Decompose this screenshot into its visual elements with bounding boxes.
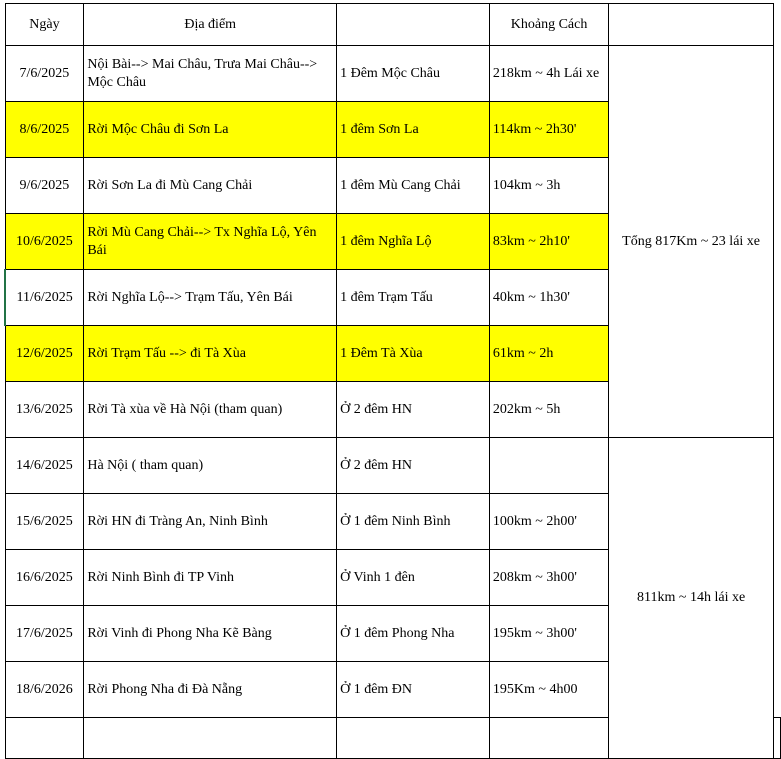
empty-cell[interactable] <box>5 718 84 759</box>
place-cell[interactable]: Hà Nội ( tham quan) <box>84 438 337 494</box>
empty-cell[interactable] <box>489 718 608 759</box>
total-cell-central[interactable]: 811km ~ 14h lái xe <box>609 438 774 759</box>
date-cell[interactable]: 9/6/2025 <box>5 158 84 214</box>
date-cell[interactable]: 8/6/2025 <box>5 102 84 158</box>
header-date[interactable]: Ngày <box>5 4 84 46</box>
stay-cell[interactable]: 1 đêm Nghĩa Lộ <box>337 214 490 270</box>
place-cell[interactable]: Rời Phong Nha đi Đà Nẵng <box>84 662 337 718</box>
place-cell[interactable]: Rời Mộc Châu đi Sơn La <box>84 102 337 158</box>
date-cell[interactable]: 15/6/2025 <box>5 494 84 550</box>
stay-cell[interactable]: Ở 2 đêm HN <box>337 382 490 438</box>
stay-cell[interactable]: Ở 2 đêm HN <box>337 438 490 494</box>
empty-cell[interactable] <box>774 718 781 759</box>
distance-cell[interactable]: 114km ~ 2h30' <box>489 102 608 158</box>
total-cell-north[interactable]: Tổng 817Km ~ 23 lái xe <box>609 46 774 438</box>
date-cell[interactable]: 18/6/2026 <box>5 662 84 718</box>
distance-cell[interactable]: 104km ~ 3h <box>489 158 608 214</box>
distance-cell[interactable]: 208km ~ 3h00' <box>489 550 608 606</box>
date-cell[interactable]: 7/6/2025 <box>5 46 84 102</box>
place-cell[interactable]: Rời Tà xùa về Hà Nội (tham quan) <box>84 382 337 438</box>
stay-cell[interactable]: 1 đêm Mù Cang Chải <box>337 158 490 214</box>
distance-cell[interactable]: 40km ~ 1h30' <box>489 270 608 326</box>
place-cell[interactable]: Rời Nghĩa Lộ--> Trạm Tấu, Yên Bái <box>84 270 337 326</box>
stay-cell[interactable]: 1 Đêm Mộc Châu <box>337 46 490 102</box>
stay-cell[interactable]: Ở 1 đêm Ninh Bình <box>337 494 490 550</box>
distance-cell[interactable]: 195Km ~ 4h00 <box>489 662 608 718</box>
distance-cell[interactable]: 195km ~ 3h00' <box>489 606 608 662</box>
header-total[interactable] <box>609 4 774 46</box>
date-cell[interactable]: 13/6/2025 <box>5 382 84 438</box>
place-cell[interactable]: Rời HN đi Tràng An, Ninh Bình <box>84 494 337 550</box>
place-cell[interactable]: Rời Sơn La đi Mù Cang Chải <box>84 158 337 214</box>
place-cell[interactable]: Rời Trạm Tấu --> đi Tà Xùa <box>84 326 337 382</box>
place-cell[interactable]: Rời Vinh đi Phong Nha Kẽ Bàng <box>84 606 337 662</box>
date-cell[interactable]: 17/6/2025 <box>5 606 84 662</box>
header-row <box>5 4 781 46</box>
stay-cell[interactable]: 1 đêm Sơn La <box>337 102 490 158</box>
stay-cell[interactable]: 1 Đêm Tà Xùa <box>337 326 490 382</box>
place-cell[interactable]: Rời Mù Cang Chải--> Tx Nghĩa Lộ, Yên Bái <box>84 214 337 270</box>
distance-cell[interactable]: 218km ~ 4h Lái xe <box>489 46 608 102</box>
distance-cell[interactable]: 61km ~ 2h <box>489 326 608 382</box>
date-cell[interactable]: 11/6/2025 <box>5 270 84 326</box>
stay-cell[interactable]: Ở Vinh 1 đên <box>337 550 490 606</box>
table-row <box>5 438 781 494</box>
place-cell[interactable]: Rời Ninh Bình đi TP Vinh <box>84 550 337 606</box>
stay-cell[interactable]: Ở 1 đêm ĐN <box>337 662 490 718</box>
date-cell[interactable]: 12/6/2025 <box>5 326 84 382</box>
header-place[interactable]: Địa điểm <box>84 4 337 46</box>
date-cell[interactable]: 14/6/2025 <box>5 438 84 494</box>
stay-cell[interactable]: Ở 1 đêm Phong Nha <box>337 606 490 662</box>
stay-cell[interactable]: 1 đêm Trạm Tấu <box>337 270 490 326</box>
header-stay[interactable] <box>337 4 490 46</box>
header-distance[interactable]: Khoảng Cách <box>489 4 608 46</box>
table-row <box>5 46 781 102</box>
empty-cell[interactable] <box>84 718 337 759</box>
empty-cell[interactable] <box>337 718 490 759</box>
itinerary-table <box>4 3 781 759</box>
distance-cell[interactable] <box>489 438 608 494</box>
date-cell[interactable]: 16/6/2025 <box>5 550 84 606</box>
distance-cell[interactable]: 83km ~ 2h10' <box>489 214 608 270</box>
distance-cell[interactable]: 202km ~ 5h <box>489 382 608 438</box>
place-cell[interactable]: Nội Bài--> Mai Châu, Trưa Mai Châu--> Mộc Châu <box>84 46 337 102</box>
date-cell[interactable]: 10/6/2025 <box>5 214 84 270</box>
distance-cell[interactable]: 100km ~ 2h00' <box>489 494 608 550</box>
